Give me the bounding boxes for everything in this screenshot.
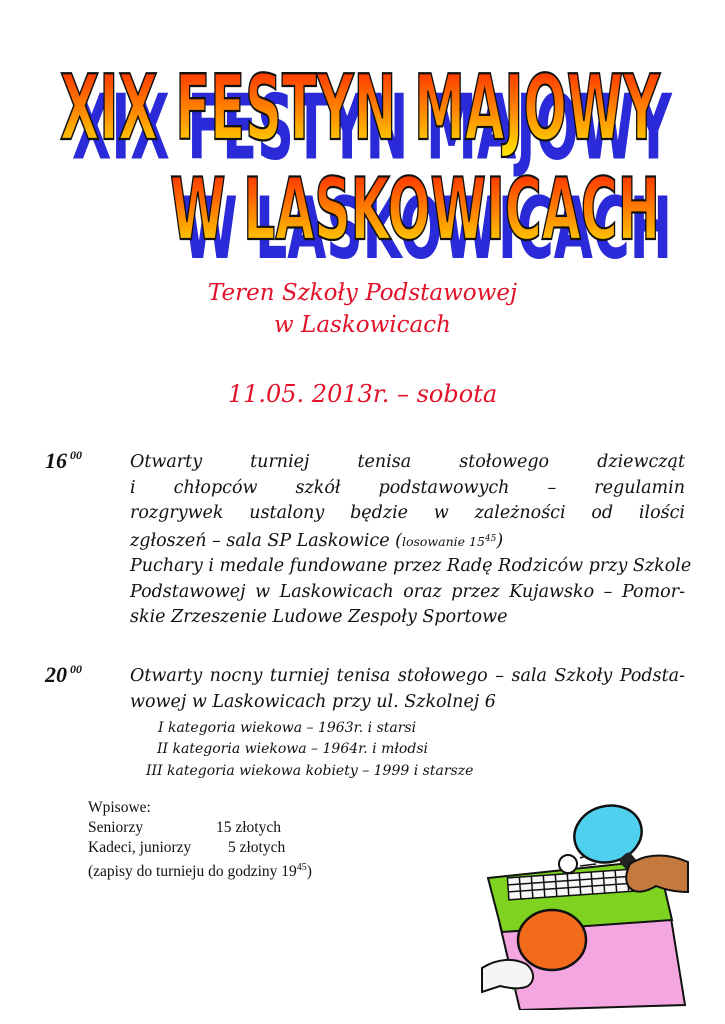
registration-note-main: (zapisy do turnieju do godziny 19	[88, 863, 297, 881]
registration-note	[88, 858, 312, 882]
draw-time-label: losowanie 15	[401, 533, 485, 549]
event1-line-4-close: )	[496, 530, 504, 551]
event-date: 11.05. 2013r. – sobota	[227, 380, 498, 408]
fee-seniors-value: 15 złotych	[216, 819, 281, 836]
event1-line-4	[130, 527, 685, 555]
event1-line-2: i chłopców szkół podstawowych – regulamin	[130, 477, 685, 498]
category-2: II kategoria wiekowa – 1964r. i młodsi	[157, 741, 428, 757]
event1-line-5: Puchary i medale fundowane przez Radę Rodziców przy Szkole	[130, 556, 692, 577]
festival-title	[40, 40, 685, 280]
registration-note-close: )	[306, 863, 312, 881]
event2-line-2: wowej w Laskowicach przy ul. Szkolnej 6	[130, 691, 496, 712]
ping-pong-clipart-icon	[480, 800, 690, 1010]
event1-line-7: skie Zrzeszenie Ludowe Zespoły Sportowe	[130, 607, 508, 628]
category-3: III kategoria wiekowa kobiety – 1999 i starsze	[146, 763, 474, 779]
title-line2: W LASKOWICACH	[169, 160, 660, 261]
entry-fees	[88, 798, 312, 882]
event1-line-1: Otwarty turniej tenisa stołowego dziewcząt	[130, 452, 685, 472]
title-line1: XIX FESTYN MAJOWY	[59, 55, 661, 161]
ping-pong-ball-icon	[559, 855, 577, 873]
event2-description	[130, 664, 685, 715]
fee-juniors-label: Kadeci, juniorzy	[88, 839, 192, 856]
left-hand-icon	[482, 960, 533, 992]
event1-line-4-main: zgłoszeń – sala SP Laskowice (	[130, 530, 402, 551]
venue-line-2: w Laskowicach	[274, 312, 451, 338]
draw-time-minutes: 45	[484, 533, 497, 544]
event2-time	[45, 662, 82, 688]
fee-juniors-value: 5 złotych	[228, 839, 286, 856]
event1-time-minutes: 00	[70, 448, 82, 462]
event1-time	[45, 448, 82, 474]
event1-description	[130, 450, 692, 631]
event1-time-hour: 16	[45, 448, 67, 473]
event2-line-1: Otwarty nocny turniej tenisa stołowego – sala Szkoły Podsta-	[130, 666, 685, 686]
event2-time-minutes: 00	[70, 662, 82, 676]
category-1: I kategoria wiekowa – 1963r. i starsi	[158, 720, 417, 736]
right-hand-icon	[626, 856, 688, 893]
fee-row-seniors	[88, 818, 312, 838]
title-line1-shadow: XIX FESTYN MAJOWY	[72, 75, 673, 180]
draw-time-note	[402, 534, 496, 549]
registration-note-minutes: 45	[296, 862, 307, 873]
fees-heading: Wpisowe:	[88, 799, 151, 816]
event2-time-hour: 20	[45, 662, 67, 687]
fee-seniors-label: Seniorzy	[88, 819, 144, 836]
event1-line-3: rozgrywek ustalony będzie w zależności od ilości	[130, 503, 685, 523]
title-line2-shadow: W LASKOWICACH	[181, 179, 672, 280]
venue-line-1: Teren Szkoły Podstawowej	[207, 280, 518, 306]
fee-row-juniors	[88, 838, 312, 858]
event1-line-6: Podstawowej w Laskowicach oraz przez Kujawsko – Pomor-	[130, 581, 685, 602]
